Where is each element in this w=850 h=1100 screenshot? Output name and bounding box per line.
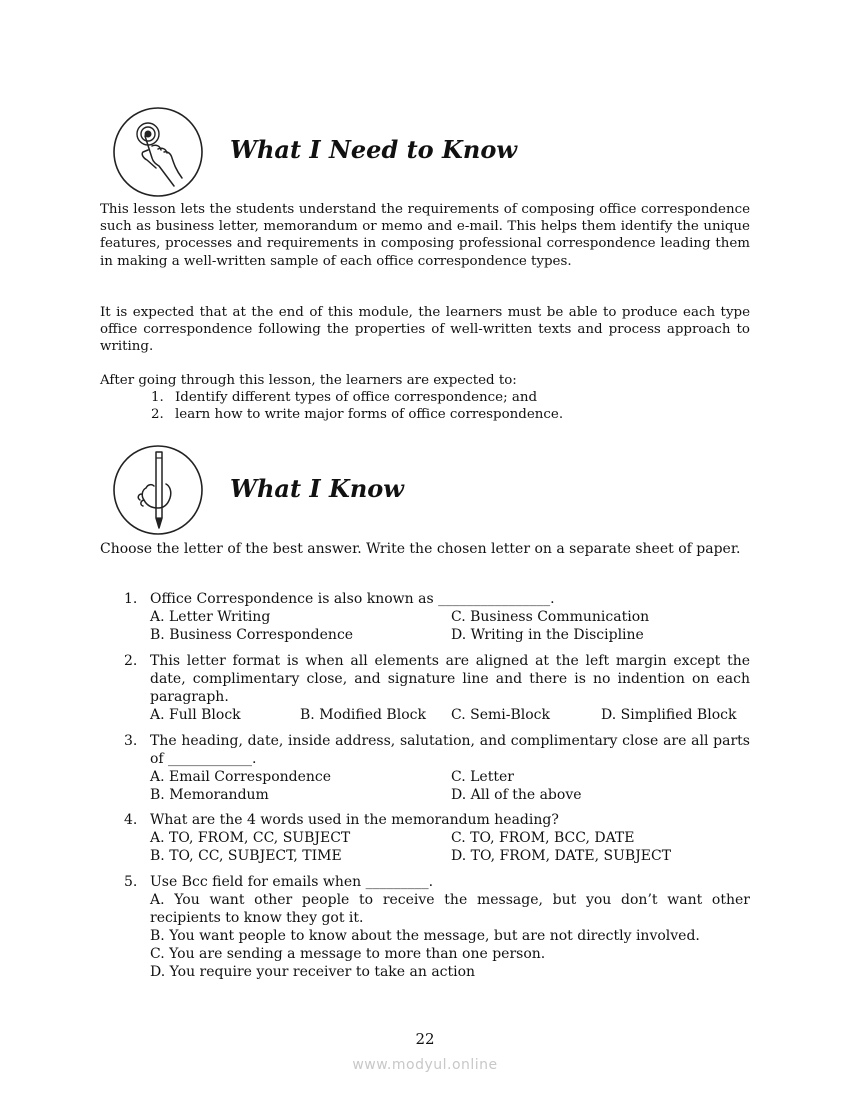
instructions: Choose the letter of the best answer. Write the chosen letter on a separate sheet of paper. bbox=[100, 541, 741, 557]
intro-paragraph-3: After going through this lesson, the learners are expected to: bbox=[100, 373, 517, 388]
option-b: B. Memorandum bbox=[150, 787, 269, 803]
question-item bbox=[124, 811, 750, 865]
option-c: C. Semi-Block bbox=[451, 707, 550, 723]
option-d: D. TO, FROM, DATE, SUBJECT bbox=[451, 848, 672, 864]
option-b: B. Business Correspondence bbox=[150, 627, 354, 643]
question-text: What are the 4 words used in the memorandum heading? bbox=[150, 812, 559, 828]
page-number: 22 bbox=[415, 1030, 435, 1048]
objective-item bbox=[151, 389, 538, 406]
section-title-what-i-know: What I Know bbox=[230, 474, 404, 503]
option-a: A. TO, FROM, CC, SUBJECT bbox=[150, 830, 351, 846]
hand-holding-pencil-icon bbox=[112, 444, 204, 536]
option-d: D. Writing in the Discipline bbox=[451, 627, 644, 643]
option-a: A. Email Correspondence bbox=[150, 769, 332, 785]
option-b: B. Modified Block bbox=[300, 707, 426, 723]
question-item bbox=[124, 652, 750, 724]
option-c: C. You are sending a message to more than one person. bbox=[150, 946, 546, 962]
option-a: A. You want other people to receive the message, but you don’t want other recipients to know they got it. bbox=[150, 892, 750, 926]
question-item bbox=[124, 590, 750, 644]
objective-number: 2. bbox=[151, 407, 164, 422]
hand-pointing-button-icon bbox=[112, 106, 204, 198]
question-number: 4. bbox=[124, 812, 138, 828]
section-title-need-to-know: What I Need to Know bbox=[230, 135, 518, 164]
question-text: This letter format is when all elements are aligned at the left margin except the date, complimentary close, and signature line and there is no indention on each paragraph. bbox=[150, 653, 750, 705]
question-item bbox=[124, 873, 750, 981]
option-d: D. Simplified Block bbox=[601, 707, 737, 723]
question-number: 1. bbox=[124, 591, 138, 607]
question-item bbox=[124, 732, 750, 804]
option-c: C. TO, FROM, BCC, DATE bbox=[451, 830, 635, 846]
objective-text: Identify different types of office correspondence; and bbox=[175, 390, 538, 405]
question-number: 5. bbox=[124, 874, 138, 890]
option-b: B. You want people to know about the message, but are not directly involved. bbox=[150, 928, 700, 944]
option-b: B. TO, CC, SUBJECT, TIME bbox=[150, 848, 342, 864]
option-c: C. Business Communication bbox=[451, 609, 650, 625]
option-a: A. Full Block bbox=[150, 707, 241, 723]
option-d: D. All of the above bbox=[451, 787, 582, 803]
option-d: D. You require your receiver to take an action bbox=[150, 964, 476, 980]
question-number: 2. bbox=[124, 653, 138, 669]
question-text: The heading, date, inside address, salutation, and complimentary close are all parts of ____________. bbox=[150, 733, 750, 767]
intro-paragraph-2: It is expected that at the end of this module, the learners must be able to produce each type office correspondence following the properties of well-written texts and process approach to writing. bbox=[100, 305, 750, 355]
intro-paragraph-1: This lesson lets the students understand the requirements of composing office correspondence such as business letter, memorandum or memo and e-mail. This helps them identify the unique features, processes and requirements in composing professional correspondence leading them in making a well-written sample of each office correspondence types. bbox=[100, 202, 750, 269]
option-c: C. Letter bbox=[451, 769, 514, 785]
objective-item bbox=[151, 406, 564, 423]
watermark: www.modyul.online bbox=[352, 1057, 498, 1073]
objective-number: 1. bbox=[151, 390, 164, 405]
objective-text: learn how to write major forms of office correspondence. bbox=[175, 407, 564, 422]
question-text: Office Correspondence is also known as ________________. bbox=[150, 591, 555, 607]
option-a: A. Letter Writing bbox=[150, 609, 271, 625]
question-text: Use Bcc field for emails when _________. bbox=[150, 874, 434, 890]
question-number: 3. bbox=[124, 733, 138, 749]
